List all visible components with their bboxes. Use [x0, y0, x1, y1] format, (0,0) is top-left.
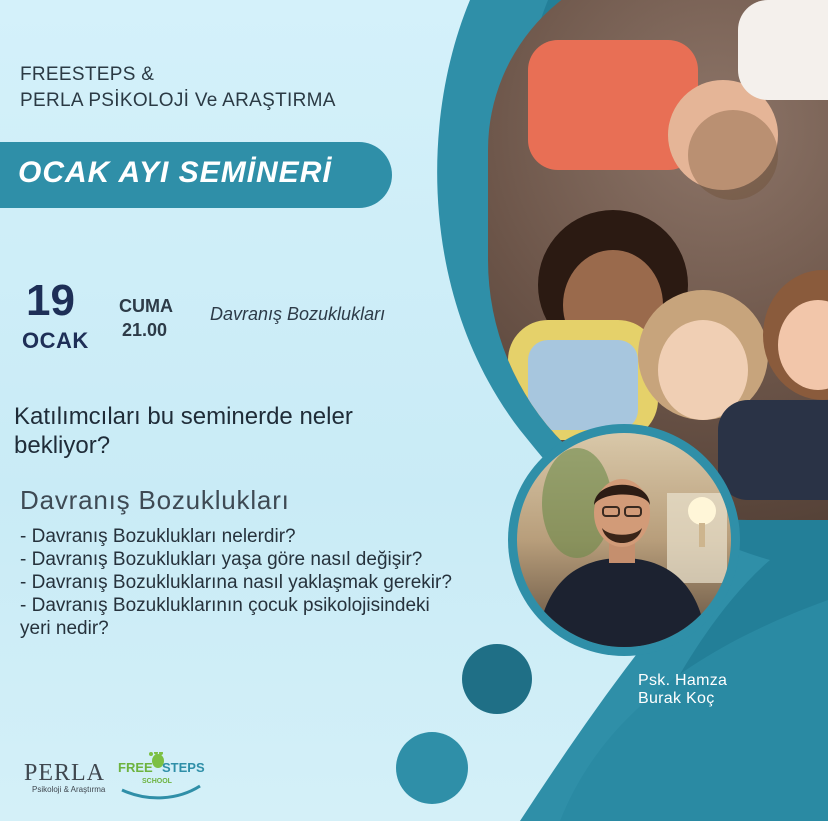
list-item: - Davranış Bozukluklarına nasıl yaklaşmak gerekir? — [20, 572, 452, 593]
speaker-name — [638, 672, 727, 708]
list-item: - Davranış Bozukluklarının çocuk psikolojisindeki yeri nedir? — [20, 595, 430, 639]
speaker-name-line-2: Burak Koç — [638, 690, 715, 707]
freesteps-free: FREE — [118, 760, 153, 775]
list-item: - Davranış Bozuklukları nelerdir? — [20, 526, 296, 547]
event-month: OCAK — [22, 328, 89, 353]
decor-circle-2 — [396, 732, 468, 804]
speaker-figure — [517, 433, 731, 647]
event-day: 19 — [26, 276, 75, 325]
topic-list — [20, 525, 460, 640]
banner-title: OCAK AYI SEMİNERİ — [18, 156, 332, 189]
freesteps-steps: STEPS — [162, 760, 205, 775]
question-heading: Katılımcıları bu seminerde neler bekliyor? — [14, 403, 353, 459]
speaker-portrait — [517, 433, 731, 647]
section-title: Davranış Bozuklukları — [20, 485, 290, 515]
event-topic: Davranış Bozuklukları — [210, 304, 386, 324]
perla-logo — [24, 760, 105, 794]
org-line-2: PERLA PSİKOLOJİ Ve ARAŞTIRMA — [20, 90, 336, 111]
freesteps-school: SCHOOL — [142, 778, 172, 785]
org-line-1: FREESTEPS & — [20, 64, 155, 85]
event-day-name: CUMA — [119, 296, 173, 316]
decor-circle-1 — [462, 644, 532, 714]
event-time: 21.00 — [122, 320, 168, 340]
perla-logo-subtitle: Psikoloji & Araştırma — [32, 785, 106, 794]
perla-logo-name: PERLA — [24, 760, 106, 786]
list-item: - Davranış Bozuklukları yaşa göre nasıl değişir? — [20, 549, 423, 570]
speaker-name-line-1: Psk. Hamza — [638, 672, 728, 689]
freesteps-logo — [118, 752, 205, 800]
